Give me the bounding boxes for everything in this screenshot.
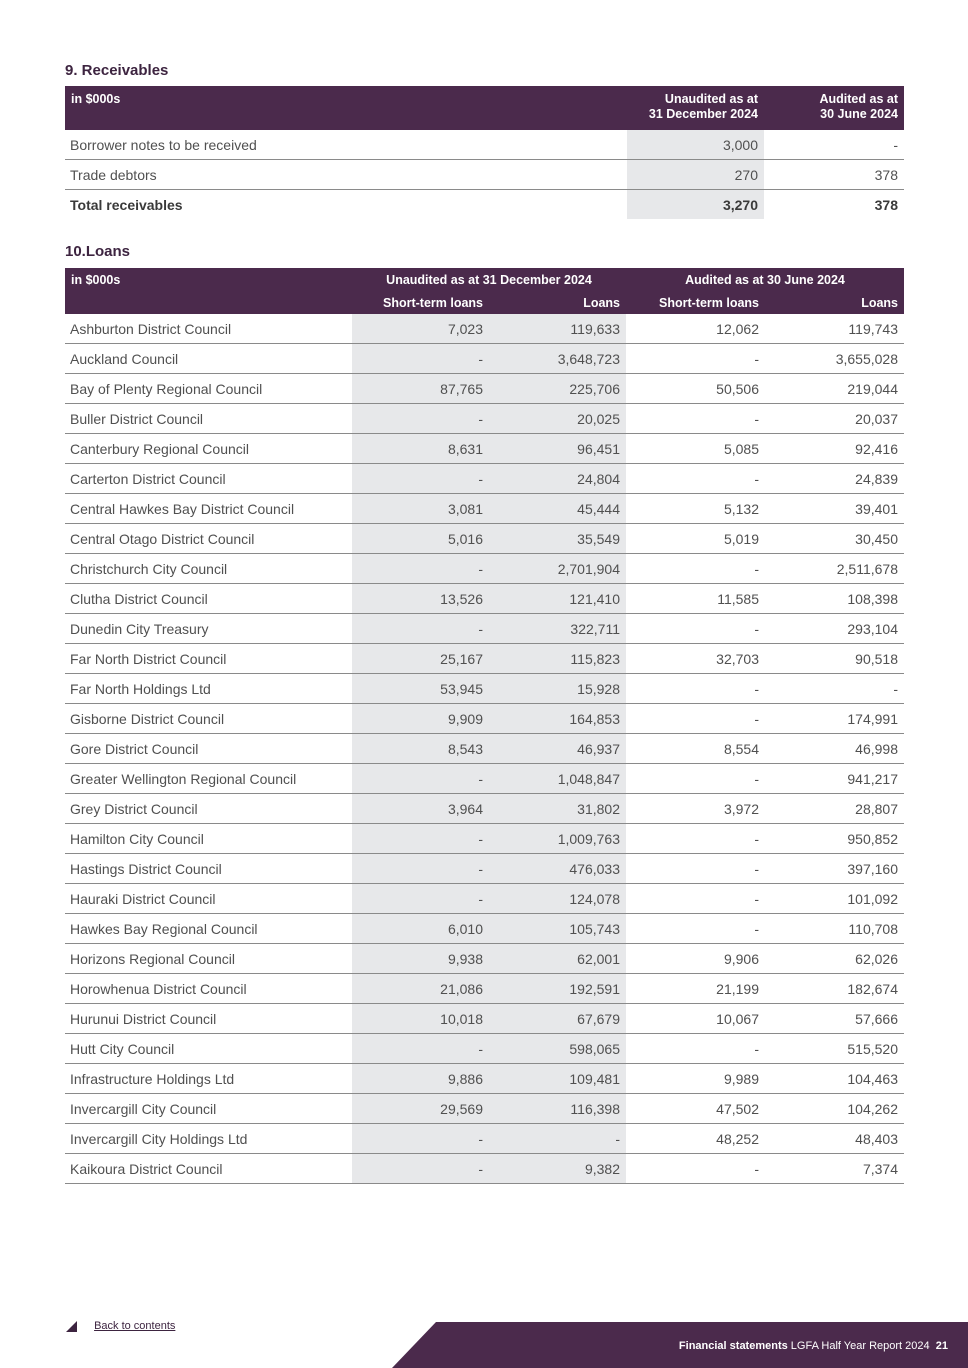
table-row — [65, 884, 904, 914]
unaudited-group-header: Unaudited as at 31 December 2024 — [352, 268, 626, 292]
table-row — [65, 1124, 904, 1154]
dec-short-term: 87,765 — [352, 374, 489, 404]
dec-short-term: 21,086 — [352, 974, 489, 1004]
footer-text — [679, 1340, 948, 1352]
council-name: Greater Wellington Regional Council — [65, 764, 352, 794]
dec-short-term: - — [352, 464, 489, 494]
jun-loans: - — [765, 674, 904, 704]
loans-table — [65, 268, 904, 1184]
dec-loans: 3,648,723 — [489, 344, 626, 374]
table-row — [65, 704, 904, 734]
jun-loans: 293,104 — [765, 614, 904, 644]
jun-short-term: - — [626, 1034, 765, 1064]
jun-short-term: 8,554 — [626, 734, 765, 764]
dec-loans: - — [489, 1124, 626, 1154]
units-label: in $000s — [65, 268, 352, 292]
jun-short-term: - — [626, 764, 765, 794]
units-label: in $000s — [65, 86, 627, 130]
table-row — [65, 1094, 904, 1124]
jun-loans: 3,655,028 — [765, 344, 904, 374]
jun-short-term: - — [626, 704, 765, 734]
dec-loans: 9,382 — [489, 1154, 626, 1184]
jun-loans: 57,666 — [765, 1004, 904, 1034]
table-row — [65, 130, 904, 160]
jun-loans: 92,416 — [765, 434, 904, 464]
dec-loans: 62,001 — [489, 944, 626, 974]
dec-loans: 119,633 — [489, 314, 626, 344]
table-row — [65, 734, 904, 764]
council-name: Bay of Plenty Regional Council — [65, 374, 352, 404]
jun-short-term: 50,506 — [626, 374, 765, 404]
jun-short-term: 5,019 — [626, 524, 765, 554]
table-row — [65, 464, 904, 494]
council-name: Hawkes Bay Regional Council — [65, 914, 352, 944]
jun-short-term: 9,906 — [626, 944, 765, 974]
jun-loans: 20,037 — [765, 404, 904, 434]
table-row — [65, 434, 904, 464]
back-to-contents[interactable] — [66, 1320, 175, 1332]
dec-short-term: - — [352, 1124, 489, 1154]
jun-loans: 515,520 — [765, 1034, 904, 1064]
jun-loans: 28,807 — [765, 794, 904, 824]
dec-loans: 116,398 — [489, 1094, 626, 1124]
table-row — [65, 160, 904, 190]
dec-short-term: - — [352, 764, 489, 794]
table-row — [65, 914, 904, 944]
dec-short-term: 29,569 — [352, 1094, 489, 1124]
dec-loans: 109,481 — [489, 1064, 626, 1094]
jun-short-term: - — [626, 854, 765, 884]
jun-short-term: 12,062 — [626, 314, 765, 344]
receivables-title: 9. Receivables — [65, 62, 169, 79]
loans-body — [65, 314, 904, 1184]
jun-value: 378 — [764, 160, 904, 190]
council-name: Hamilton City Council — [65, 824, 352, 854]
jun-loans: 46,998 — [765, 734, 904, 764]
council-name: Central Hawkes Bay District Council — [65, 494, 352, 524]
council-name: Hauraki District Council — [65, 884, 352, 914]
jun-loans: 219,044 — [765, 374, 904, 404]
jun-short-term: 10,067 — [626, 1004, 765, 1034]
dec-loans: 121,410 — [489, 584, 626, 614]
back-to-contents-link[interactable]: Back to contents — [94, 1320, 176, 1333]
loans-title: 10.Loans — [65, 243, 131, 260]
table-row — [65, 824, 904, 854]
dec-short-term: 8,631 — [352, 434, 489, 464]
dec-loans: 225,706 — [489, 374, 626, 404]
audited-group-header: Audited as at 30 June 2024 — [626, 268, 904, 292]
jun-short-term: 9,989 — [626, 1064, 765, 1094]
dec-loans: 115,823 — [489, 644, 626, 674]
jun-loans: 39,401 — [765, 494, 904, 524]
table-row — [65, 1034, 904, 1064]
council-name: Invercargill City Holdings Ltd — [65, 1124, 352, 1154]
dec-loans: 598,065 — [489, 1034, 626, 1064]
table-row — [65, 1154, 904, 1184]
jun-loans: 30,450 — [765, 524, 904, 554]
council-name: Horowhenua District Council — [65, 974, 352, 1004]
dec-loans: 124,078 — [489, 884, 626, 914]
loans-header-dec: Loans — [489, 292, 626, 314]
table-row — [65, 644, 904, 674]
dec-short-term: 25,167 — [352, 644, 489, 674]
footer-report: LGFA Half Year Report 2024 — [787, 1340, 930, 1352]
jun-short-term: 3,972 — [626, 794, 765, 824]
dec-short-term: - — [352, 1034, 489, 1064]
jun-loans: 182,674 — [765, 974, 904, 1004]
total-jun-value: 378 — [874, 196, 898, 213]
jun-short-term: 5,085 — [626, 434, 765, 464]
dec-short-term: - — [352, 884, 489, 914]
dec-loans: 164,853 — [489, 704, 626, 734]
unaudited-dec-header: Unaudited as at 31 December 2024 — [627, 86, 764, 130]
jun-short-term: 5,132 — [626, 494, 765, 524]
council-name: Christchurch City Council — [65, 554, 352, 584]
jun-short-term: 48,252 — [626, 1124, 765, 1154]
table-row — [65, 494, 904, 524]
council-name: Gore District Council — [65, 734, 352, 764]
dec-loans: 192,591 — [489, 974, 626, 1004]
dec-value: 3,000 — [627, 130, 764, 160]
table-row — [65, 1004, 904, 1034]
dec-loans: 35,549 — [489, 524, 626, 554]
table-row — [65, 554, 904, 584]
jun-short-term: - — [626, 824, 765, 854]
loans-header-jun: Loans — [765, 292, 904, 314]
dec-loans: 67,679 — [489, 1004, 626, 1034]
dec-loans: 15,928 — [489, 674, 626, 704]
council-name: Ashburton District Council — [65, 314, 352, 344]
dec-loans: 24,804 — [489, 464, 626, 494]
table-row — [65, 764, 904, 794]
dec-value: 270 — [627, 160, 764, 190]
jun-short-term: 32,703 — [626, 644, 765, 674]
dec-loans: 45,444 — [489, 494, 626, 524]
receivables-table — [65, 86, 904, 219]
dec-short-term: 3,081 — [352, 494, 489, 524]
council-name: Carterton District Council — [65, 464, 352, 494]
council-name: Clutha District Council — [65, 584, 352, 614]
dec-short-term: - — [352, 344, 489, 374]
jun-short-term: - — [626, 404, 765, 434]
council-name: Kaikoura District Council — [65, 1154, 352, 1184]
table-row — [65, 314, 904, 344]
jun-loans: 110,708 — [765, 914, 904, 944]
council-name: Hutt City Council — [65, 1034, 352, 1064]
jun-loans: 2,511,678 — [765, 554, 904, 584]
jun-loans: 7,374 — [765, 1154, 904, 1184]
jun-loans: 62,026 — [765, 944, 904, 974]
jun-short-term: 47,502 — [626, 1094, 765, 1124]
council-name: Invercargill City Council — [65, 1094, 352, 1124]
triangle-icon — [66, 1321, 77, 1332]
jun-loans: 397,160 — [765, 854, 904, 884]
table-row — [65, 794, 904, 824]
audited-jun-header: Audited as at 30 June 2024 — [764, 86, 904, 130]
jun-value: - — [764, 130, 904, 160]
jun-short-term: - — [626, 1154, 765, 1184]
council-name: Hurunui District Council — [65, 1004, 352, 1034]
jun-short-term: - — [626, 914, 765, 944]
dec-short-term: - — [352, 854, 489, 884]
dec-loans: 1,048,847 — [489, 764, 626, 794]
total-label: Total receivables — [70, 196, 183, 213]
total-dec-value: 3,270 — [627, 190, 764, 220]
dec-short-term: 7,023 — [352, 314, 489, 344]
table-row — [65, 524, 904, 554]
dec-short-term: 9,909 — [352, 704, 489, 734]
short-term-header-jun: Short-term loans — [626, 292, 765, 314]
dec-loans: 105,743 — [489, 914, 626, 944]
dec-short-term: 9,886 — [352, 1064, 489, 1094]
dec-loans: 96,451 — [489, 434, 626, 464]
dec-short-term: - — [352, 554, 489, 584]
blank-header — [65, 292, 352, 314]
jun-short-term: - — [626, 884, 765, 914]
table-row — [65, 404, 904, 434]
total-row — [65, 190, 904, 220]
short-term-header-dec: Short-term loans — [352, 292, 489, 314]
council-name: Hastings District Council — [65, 854, 352, 884]
dec-loans: 1,009,763 — [489, 824, 626, 854]
jun-loans: 104,463 — [765, 1064, 904, 1094]
table-row — [65, 374, 904, 404]
jun-short-term: - — [626, 554, 765, 584]
council-name: Gisborne District Council — [65, 704, 352, 734]
jun-loans: 174,991 — [765, 704, 904, 734]
jun-short-term: - — [626, 464, 765, 494]
jun-loans: 941,217 — [765, 764, 904, 794]
table-row — [65, 974, 904, 1004]
council-name: Infrastructure Holdings Ltd — [65, 1064, 352, 1094]
dec-loans: 476,033 — [489, 854, 626, 884]
table-row — [65, 584, 904, 614]
jun-loans: 104,262 — [765, 1094, 904, 1124]
dec-loans: 31,802 — [489, 794, 626, 824]
jun-short-term: - — [626, 614, 765, 644]
dec-short-term: - — [352, 614, 489, 644]
council-name: Buller District Council — [65, 404, 352, 434]
jun-loans: 101,092 — [765, 884, 904, 914]
jun-loans: 119,743 — [765, 314, 904, 344]
jun-loans: 24,839 — [765, 464, 904, 494]
table-row — [65, 944, 904, 974]
dec-short-term: 8,543 — [352, 734, 489, 764]
council-name: Grey District Council — [65, 794, 352, 824]
dec-loans: 322,711 — [489, 614, 626, 644]
row-label: Borrower notes to be received — [65, 130, 627, 160]
table-row — [65, 854, 904, 884]
council-name: Canterbury Regional Council — [65, 434, 352, 464]
jun-short-term: - — [626, 344, 765, 374]
jun-loans: 90,518 — [765, 644, 904, 674]
jun-short-term: 21,199 — [626, 974, 765, 1004]
council-name: Dunedin City Treasury — [65, 614, 352, 644]
table-row — [65, 344, 904, 374]
loans-group-header-row — [65, 268, 904, 292]
table-row — [65, 614, 904, 644]
dec-short-term: 53,945 — [352, 674, 489, 704]
dec-loans: 20,025 — [489, 404, 626, 434]
jun-short-term: - — [626, 674, 765, 704]
table-row — [65, 1064, 904, 1094]
dec-short-term: 6,010 — [352, 914, 489, 944]
row-label: Trade debtors — [65, 160, 627, 190]
dec-short-term: - — [352, 404, 489, 434]
table-row — [65, 674, 904, 704]
dec-short-term: 10,018 — [352, 1004, 489, 1034]
jun-loans: 108,398 — [765, 584, 904, 614]
dec-loans: 2,701,904 — [489, 554, 626, 584]
council-name: Auckland Council — [65, 344, 352, 374]
footer-section: Financial statements — [678, 1340, 788, 1352]
jun-loans: 950,852 — [765, 824, 904, 854]
dec-short-term: 5,016 — [352, 524, 489, 554]
council-name: Far North Holdings Ltd — [65, 674, 352, 704]
dec-short-term: 9,938 — [352, 944, 489, 974]
loans-column-header-row — [65, 292, 904, 314]
page-number: 21 — [935, 1340, 948, 1352]
dec-short-term: - — [352, 1154, 489, 1184]
dec-short-term: 13,526 — [352, 584, 489, 614]
dec-short-term: 3,964 — [352, 794, 489, 824]
jun-loans: 48,403 — [765, 1124, 904, 1154]
jun-short-term: 11,585 — [626, 584, 765, 614]
council-name: Central Otago District Council — [65, 524, 352, 554]
dec-short-term: - — [352, 824, 489, 854]
council-name: Horizons Regional Council — [65, 944, 352, 974]
receivables-header-row — [65, 86, 904, 130]
council-name: Far North District Council — [65, 644, 352, 674]
dec-loans: 46,937 — [489, 734, 626, 764]
